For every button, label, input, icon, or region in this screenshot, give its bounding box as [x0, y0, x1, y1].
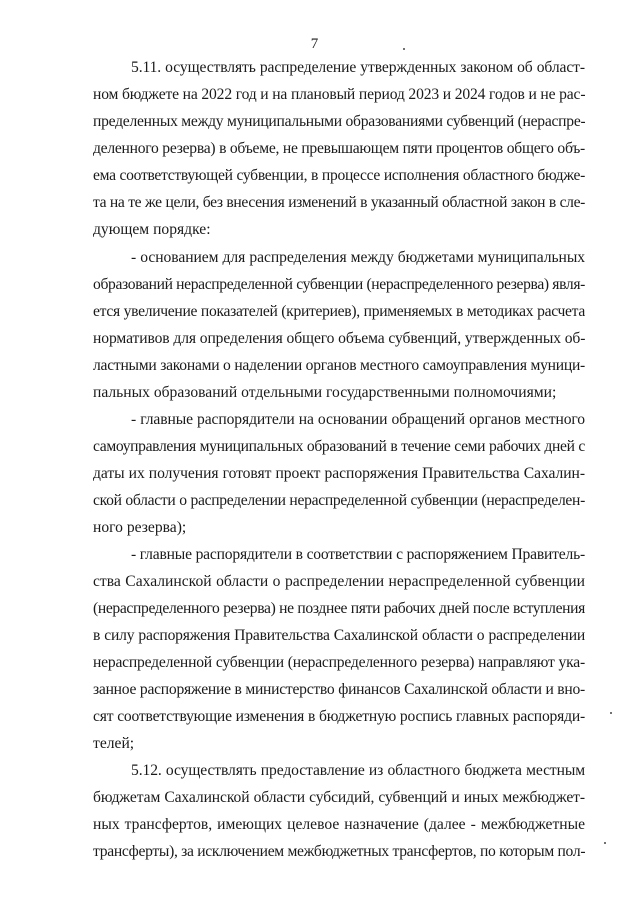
scan-speck: [403, 48, 405, 50]
text-line: 5.12. осуществлять предоставление из областного бюджета местным: [131, 762, 585, 779]
text-line: (нераспределенного резерва) не позднее пяти рабочих дней после вступления: [93, 600, 585, 617]
text-line: та на те же цели, без внесения изменений в указанный областной закон в сле-: [93, 194, 585, 211]
text-line: ской области о распределении нераспределенной субвенции (нераспределен-: [93, 492, 585, 509]
text-line: дующем порядке:: [93, 221, 211, 238]
text-line: ного резерва);: [93, 519, 187, 536]
text-line: сят соответствующие изменения в бюджетную роспись главных распоряди-: [93, 708, 585, 725]
text-line: ном бюджете на 2022 год и на плановый период 2023 и 2024 годов и не рас-: [93, 86, 585, 103]
text-line: пальных образований отдельными государственными полномочиями;: [93, 384, 557, 401]
text-line: занное распоряжение в министерство финансов Сахалинской области и вно-: [93, 681, 585, 698]
text-line: телей;: [93, 735, 135, 752]
text-line: нормативов для определения общего объема субвенций, утвержденных об-: [93, 330, 585, 347]
text-line: даты их получения готовят проект распоряжения Правительства Сахалин-: [93, 465, 585, 482]
text-line: нераспределенной субвенции (нераспределенного резерва) направляют ука-: [93, 654, 585, 671]
text-line: ных трансфертов, имеющих целевое назначение (далее - межбюджетные: [93, 816, 585, 833]
page-number: 7: [310, 36, 319, 52]
text-line: деленного резерва) в объеме, не превышающем пяти процентов общего объ-: [93, 140, 585, 157]
text-line: ства Сахалинской области о распределении нераспределенной субвенции: [93, 573, 585, 590]
text-line: ется увеличение показателей (критериев), применяемых в методиках расчета: [93, 303, 585, 320]
scan-speck: [604, 842, 606, 844]
text-line: самоуправления муниципальных образований в течение семи рабочих дней с: [93, 438, 585, 455]
scan-speck: [610, 712, 612, 714]
text-line: в силу распоряжения Правительства Сахалинской области о распределении: [93, 627, 585, 644]
text-line: - главные распорядители на основании обращений органов местного: [131, 411, 585, 428]
text-line: пределенных между муниципальными образованиями субвенций (нераспре-: [93, 113, 585, 130]
text-line: бюджетам Сахалинской области субсидий, субвенций и иных межбюджет-: [93, 789, 585, 806]
text-line: трансферты), за исключением межбюджетных трансфертов, по которым пол-: [93, 843, 585, 860]
text-line: ластными законами о наделении органов местного самоуправления муници-: [93, 357, 585, 374]
text-line: ема соответствующей субвенции, в процессе исполнения областного бюдже-: [93, 167, 585, 184]
text-line: - основанием для распределения между бюджетами муниципальных: [131, 249, 585, 266]
text-line: - главные распорядители в соответствии с распоряжением Правитель-: [131, 546, 585, 563]
text-line: образований нераспределенной субвенции (нераспределенного резерва) явля-: [93, 276, 585, 293]
text-line: 5.11. осуществлять распределение утвержденных законом об област-: [131, 59, 585, 76]
